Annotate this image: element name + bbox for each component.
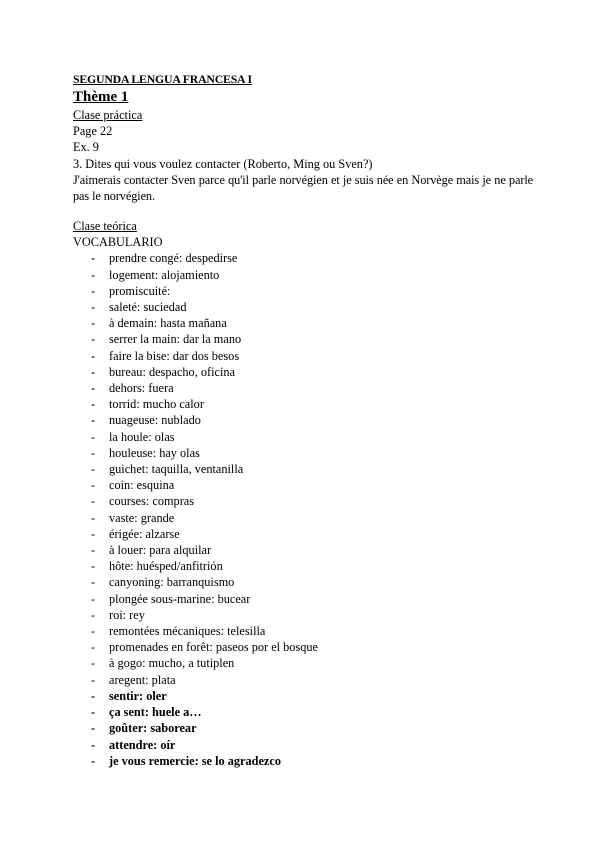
vocab-entry: ça sent: huele a… (109, 705, 202, 720)
practica-section (73, 107, 533, 204)
list-bullet: - (91, 348, 96, 363)
list-item (73, 672, 533, 688)
vocab-entry: guichet: taquilla, ventanilla (109, 462, 244, 477)
vocab-entry: bureau: despacho, oficina (109, 364, 235, 379)
list-item (73, 364, 533, 380)
list-item (73, 639, 533, 655)
list-item (73, 737, 533, 753)
exercise-question: 3. Dites qui vous voulez contacter (Roberto, Ming ou Sven?) (73, 156, 373, 171)
vocab-entry: courses: compras (109, 494, 195, 509)
list-item (73, 720, 533, 736)
theme-title: Thème 1 (73, 89, 129, 105)
list-item (73, 591, 533, 607)
vocab-entry: vaste: grande (109, 510, 175, 525)
list-bullet: - (91, 591, 96, 606)
vocab-entry: aregent: plata (109, 672, 176, 687)
list-bullet: - (91, 607, 96, 622)
vocab-entry: logement: alojamiento (109, 267, 220, 282)
list-bullet: - (91, 543, 96, 558)
vocab-entry: roi: rey (109, 607, 145, 622)
vocab-entry: coin: esquina (109, 478, 175, 493)
page-reference: Page 22 (73, 124, 113, 139)
list-bullet: - (91, 445, 96, 460)
list-item (73, 493, 533, 509)
vocab-list (73, 250, 533, 769)
list-item (73, 477, 533, 493)
practica-heading: Clase práctica (73, 108, 143, 122)
list-bullet: - (91, 267, 96, 282)
exercise-answer: J'aimerais contacter Sven parce qu'il parle norvégien et je suis née en Norvège mais je ne parle pas le norvégien. (73, 172, 533, 204)
list-bullet: - (91, 656, 96, 671)
list-item (73, 283, 533, 299)
list-item (73, 348, 533, 364)
list-item (73, 688, 533, 704)
list-item (73, 299, 533, 315)
vocab-entry: attendre: oír (109, 737, 176, 752)
list-bullet: - (91, 737, 96, 752)
list-item (73, 574, 533, 590)
vocab-entry: nuageuse: nublado (109, 413, 201, 428)
course-title: SEGUNDA LENGUA FRANCESA I (73, 72, 252, 86)
list-bullet: - (91, 575, 96, 590)
list-item (73, 607, 533, 623)
vocab-entry: à demain: hasta mañana (109, 316, 227, 331)
list-item (73, 526, 533, 542)
vocab-entry: prendre congé: despedirse (109, 251, 238, 266)
vocab-entry: canyoning: barranquismo (109, 575, 235, 590)
vocab-entry: promenades en forêt: paseos por el bosque (109, 640, 318, 655)
vocab-entry: goûter: saborear (109, 721, 197, 736)
vocab-entry: faire la bise: dar dos besos (109, 348, 240, 363)
list-bullet: - (91, 494, 96, 509)
list-item (73, 380, 533, 396)
list-item (73, 558, 533, 574)
list-bullet: - (91, 478, 96, 493)
list-bullet: - (91, 640, 96, 655)
list-bullet: - (91, 672, 96, 687)
list-bullet: - (91, 526, 96, 541)
vocab-entry: saleté: suciedad (109, 300, 187, 315)
list-item (73, 655, 533, 671)
list-bullet: - (91, 753, 96, 768)
list-item (73, 396, 533, 412)
list-bullet: - (91, 332, 96, 347)
list-bullet: - (91, 721, 96, 736)
list-item (73, 429, 533, 445)
list-bullet: - (91, 251, 96, 266)
list-item (73, 250, 533, 266)
list-bullet: - (91, 624, 96, 639)
list-item (73, 315, 533, 331)
list-item (73, 412, 533, 428)
list-bullet: - (91, 397, 96, 412)
list-bullet: - (91, 559, 96, 574)
list-item (73, 461, 533, 477)
exercise-reference: Ex. 9 (73, 140, 99, 155)
vocab-entry: à louer: para alquilar (109, 543, 212, 558)
list-item (73, 704, 533, 720)
list-bullet: - (91, 283, 96, 298)
list-bullet: - (91, 688, 96, 703)
list-bullet: - (91, 462, 96, 477)
vocab-entry: plongée sous-marine: bucear (109, 591, 251, 606)
vocab-entry: torrid: mucho calor (109, 397, 204, 412)
list-item (73, 445, 533, 461)
list-item (73, 510, 533, 526)
list-item (73, 623, 533, 639)
vocab-entry: érigée: alzarse (109, 526, 180, 541)
vocab-entry: la houle: olas (109, 429, 175, 444)
list-item (73, 542, 533, 558)
vocab-entry: sentir: oler (109, 688, 167, 703)
list-item (73, 331, 533, 347)
vocab-entry: remontées mécaniques: telesilla (109, 624, 266, 639)
vocab-entry: promiscuité: (109, 283, 171, 298)
teorica-section (73, 218, 533, 769)
vocab-title: VOCABULARIO (73, 235, 163, 250)
vocab-entry: houleuse: hay olas (109, 445, 200, 460)
list-item (73, 753, 533, 769)
list-bullet: - (91, 705, 96, 720)
list-bullet: - (91, 300, 96, 315)
list-bullet: - (91, 364, 96, 379)
teorica-heading: Clase teórica (73, 219, 137, 233)
vocab-entry: je vous remercie: se lo agradezco (109, 753, 281, 768)
vocab-entry: dehors: fuera (109, 381, 174, 396)
list-item (73, 267, 533, 283)
list-bullet: - (91, 316, 96, 331)
vocab-entry: hôte: huésped/anfitrión (109, 559, 223, 574)
list-bullet: - (91, 429, 96, 444)
vocab-entry: à gogo: mucho, a tutiplen (109, 656, 235, 671)
vocab-entry: serrer la main: dar la mano (109, 332, 242, 347)
list-bullet: - (91, 413, 96, 428)
list-bullet: - (91, 510, 96, 525)
list-bullet: - (91, 381, 96, 396)
